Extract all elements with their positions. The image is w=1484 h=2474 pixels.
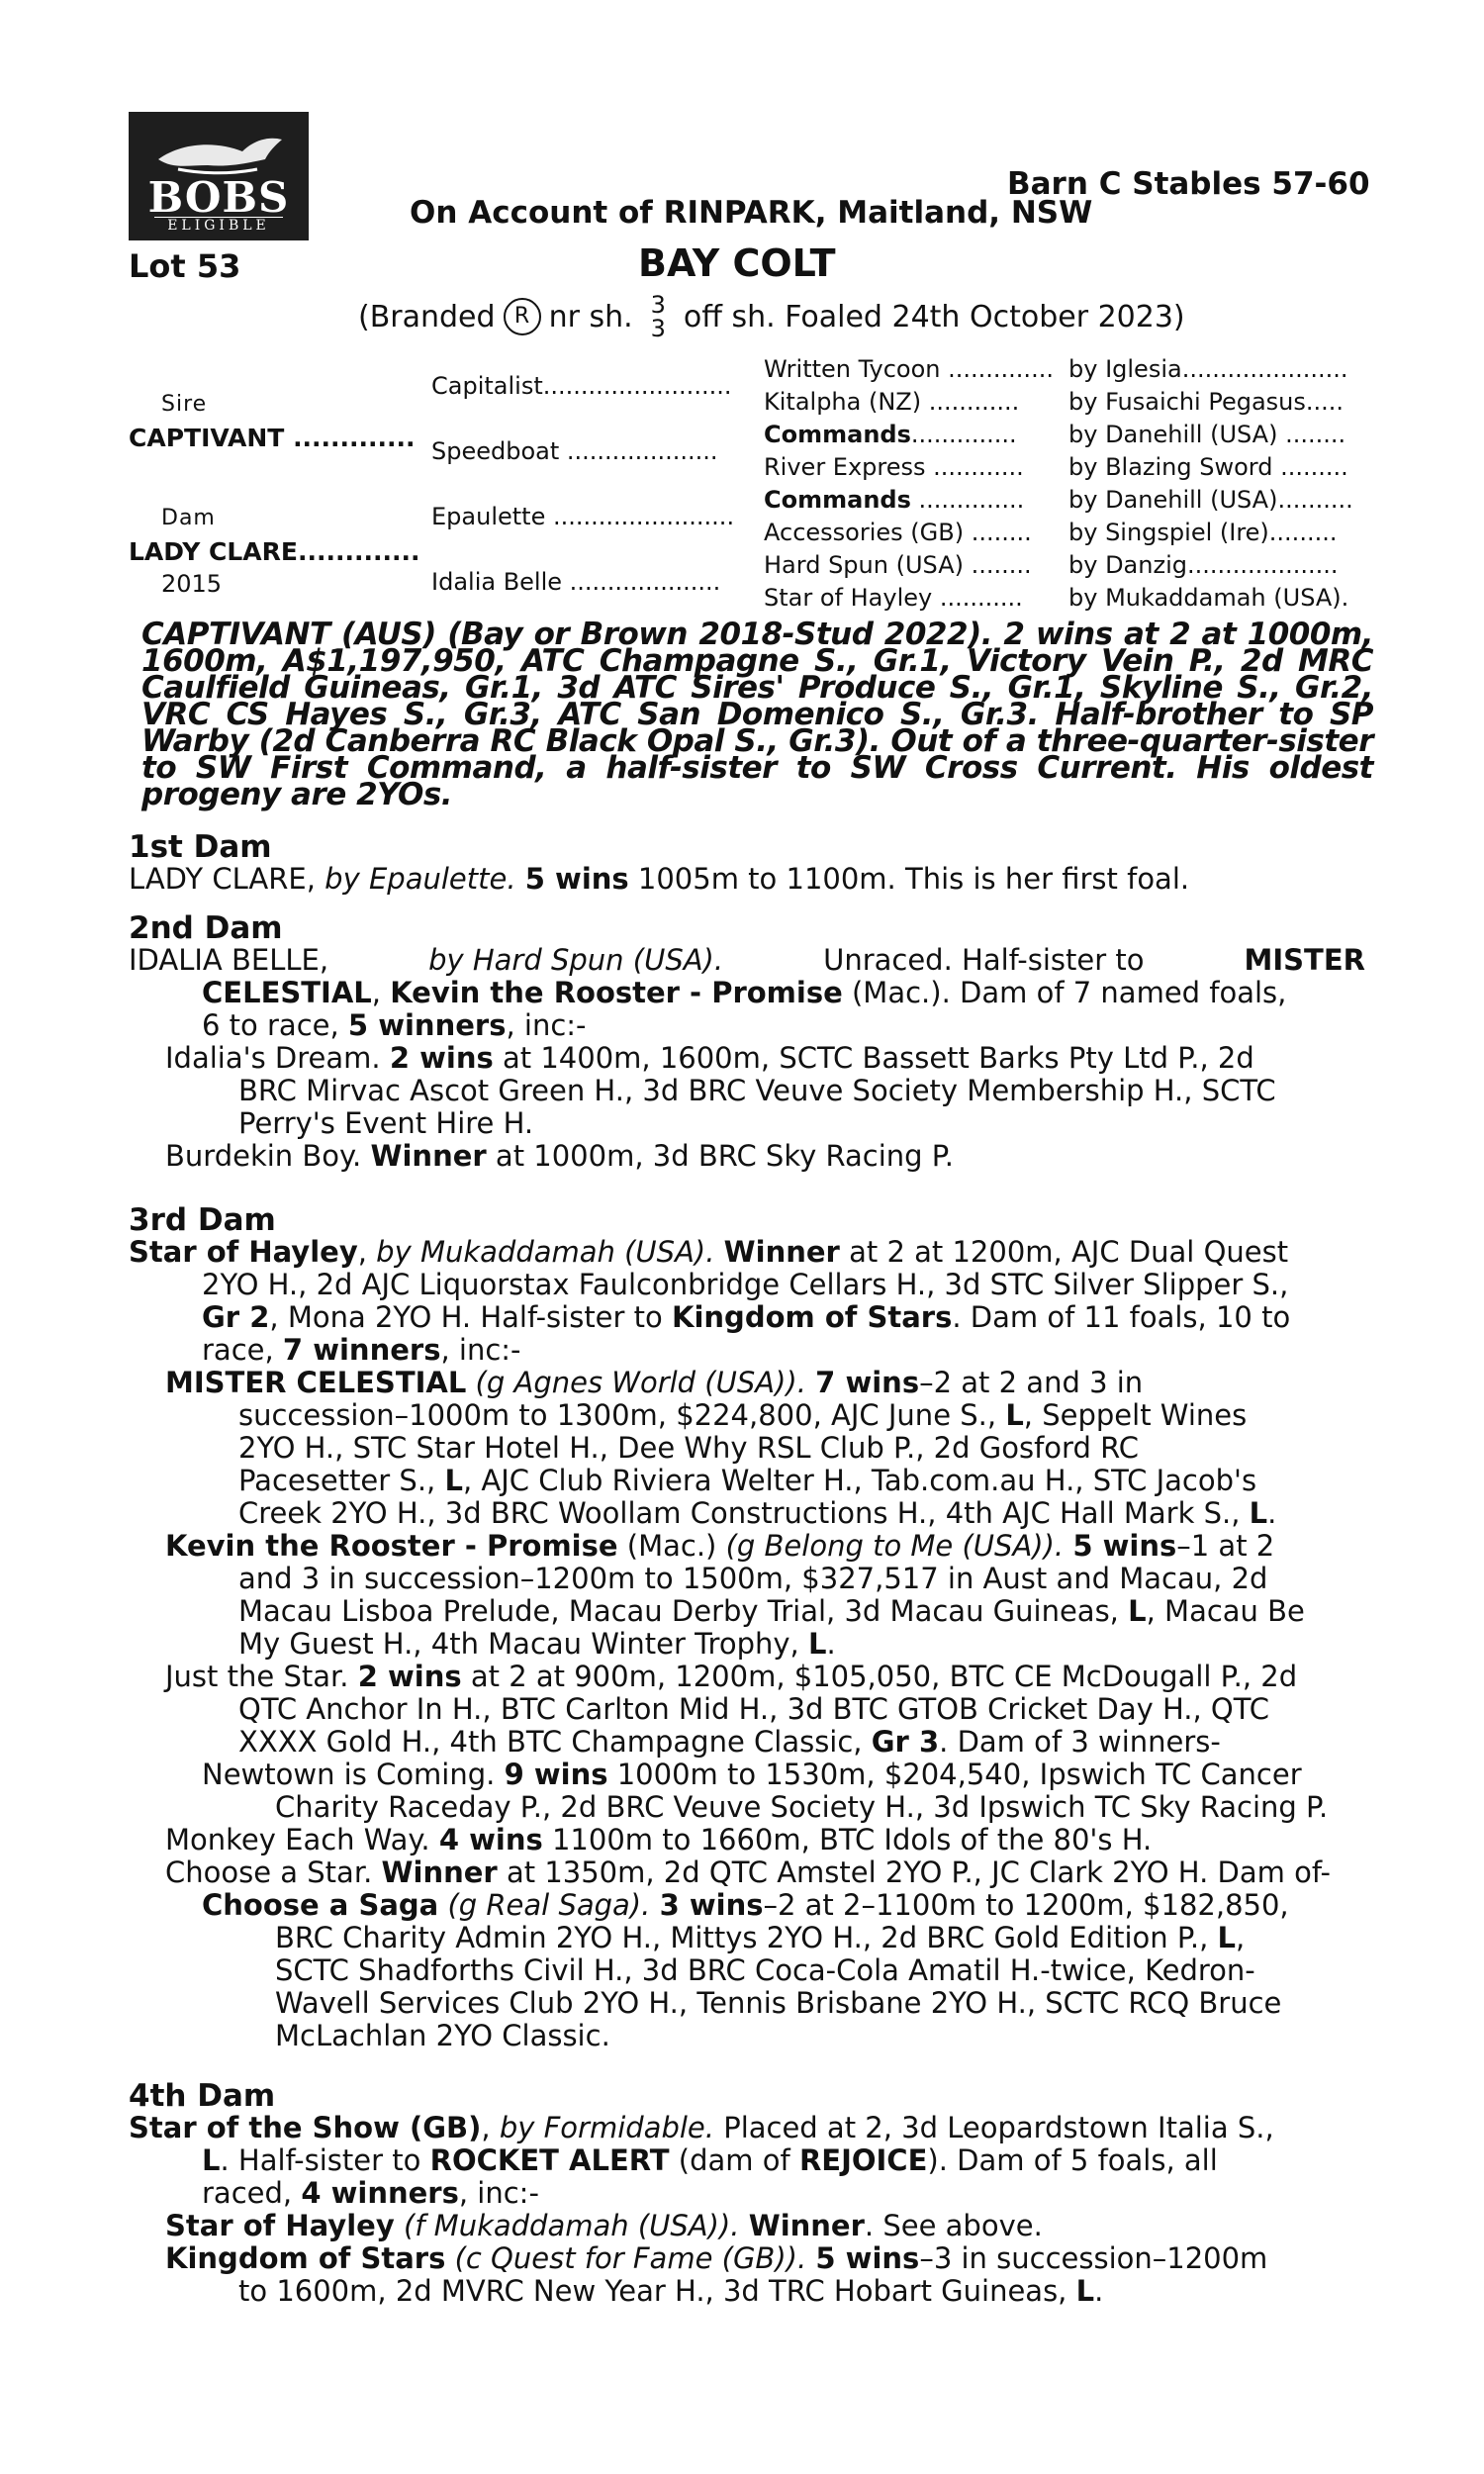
dam3-n1c: 1000m to 1530m, $204,540, Ipswich TC Cancer bbox=[616, 1758, 1302, 1791]
lot-title: BAY COLT bbox=[638, 241, 836, 285]
ped-g4-6-text: by Danzig bbox=[1068, 551, 1187, 579]
dam2-name: IDALIA BELLE, bbox=[129, 943, 329, 977]
dam3-m2: succession–1000m to 1300m, $224,800, AJC June S., bbox=[238, 1398, 997, 1432]
dam3-l1d: Winner bbox=[723, 1235, 840, 1269]
newtown-line2: Charity Raceday P., 2d BRC Veuve Society H., 3d Ipswich TC Sky Racing P. bbox=[275, 1790, 1329, 1824]
mister-celestial-line4 bbox=[129, 1465, 1365, 1497]
ped-g2-1-text: Speedboat bbox=[431, 437, 560, 465]
dam3-cg2c: , bbox=[1236, 1921, 1246, 1954]
dam3-m2b: L bbox=[1005, 1398, 1024, 1432]
dam2-l1c: Unraced. Half-sister to bbox=[823, 943, 1145, 977]
dam3-cs1c: at 1350m, 2d QTC Amstel 2YO P., JC Clark 2YO H. Dam of- bbox=[506, 1856, 1331, 1889]
dam2-p1-line2: BRC Mirvac Ascot Green H., 3d BRC Veuve Society Membership H., SCTC bbox=[238, 1074, 1276, 1107]
ped-g3-0-text: Written Tycoon bbox=[764, 355, 941, 383]
dam4-line2 bbox=[129, 2144, 1365, 2177]
dam1-line bbox=[129, 863, 1365, 896]
kevin-line4 bbox=[129, 1628, 1365, 1661]
lot-number: Lot 53 bbox=[129, 247, 241, 285]
dam2-l2c: Kevin the Rooster - Promise bbox=[390, 976, 843, 1009]
dam2-l3c: , inc:- bbox=[506, 1008, 587, 1042]
dam2-l2b: , bbox=[371, 976, 381, 1009]
ped-g3-6: Hard Spun (USA) ........ bbox=[764, 551, 1032, 579]
dam3-me1c: 1100m to 1660m, BTC Idols of the 80's H. bbox=[551, 1823, 1153, 1856]
dam1-wins: 5 wins bbox=[524, 862, 629, 896]
brand-post: off sh. Foaled 24th October 2023) bbox=[683, 299, 1185, 334]
vendor-account: On Account of RINPARK, Maitland, NSW bbox=[410, 195, 1093, 231]
dam3-k1e: –1 at 2 bbox=[1176, 1529, 1275, 1563]
section-3rd-dam: 3rd Dam bbox=[129, 1202, 276, 1238]
ped-g2-3: Idalia Belle .................... bbox=[431, 568, 721, 596]
ped-g4-0: by Iglesia...................... bbox=[1068, 355, 1348, 383]
dam3-j1b: 2 wins bbox=[357, 1660, 462, 1693]
dam-text: LADY CLARE bbox=[129, 537, 298, 566]
dam3-cg2a: BRC Charity Admin 2YO H., Mittys 2YO H., 2d BRC Gold Edition P., bbox=[275, 1921, 1209, 1954]
dam3-m5: Creek 2YO H., 3d BRC Woollam Constructions H., 4th AJC Hall Mark S., bbox=[238, 1496, 1241, 1530]
dam4-l1d: Placed at 2, 3d Leopardstown Italia S., bbox=[723, 2111, 1274, 2144]
section-1st-dam: 1st Dam bbox=[129, 829, 272, 865]
dam3-k1d: 5 wins bbox=[1072, 1529, 1177, 1563]
dam3-m1a: MISTER CELESTIAL bbox=[165, 1366, 467, 1399]
dam3-cs1b: Winner bbox=[381, 1856, 498, 1889]
dam3-line3 bbox=[129, 1301, 1365, 1334]
logo-text: BOBS bbox=[147, 173, 290, 222]
dam3-j3a: XXXX Gold H., 4th BTC Champagne Classic, bbox=[238, 1725, 863, 1759]
dam4-l2d: (dam of bbox=[678, 2143, 790, 2177]
ped-g4-4: by Danehill (USA).......... bbox=[1068, 486, 1353, 514]
monkey-each-way-line bbox=[129, 1824, 1365, 1856]
dam2-p1-line3: Perry's Event Hire H. bbox=[238, 1106, 534, 1140]
ped-g4-2-text: by Danehill (USA) bbox=[1068, 421, 1278, 448]
ped-g4-1: by Fusaichi Pegasus..... bbox=[1068, 388, 1345, 416]
dam3-j3c: . Dam of 3 winners- bbox=[939, 1725, 1221, 1759]
dam3-j1c: at 2 at 900m, 1200m, $105,050, BTC CE McDougall P., 2d bbox=[470, 1660, 1298, 1693]
dam4-l1b: , bbox=[481, 2111, 491, 2144]
dam3-line2: 2YO H., 2d AJC Liquorstax Faulconbridge Cellars H., 3d STC Silver Slipper S., bbox=[202, 1268, 1289, 1301]
dam2-p1a: Idalia's Dream. bbox=[165, 1041, 381, 1075]
ped-g3-1: Kitalpha (NZ) ............ bbox=[764, 388, 1020, 416]
dam3-cs1a: Choose a Star. bbox=[165, 1856, 373, 1889]
dam3-k1a: Kevin the Rooster - Promise bbox=[165, 1529, 618, 1563]
newtown-line1 bbox=[129, 1759, 1365, 1791]
ped-g4-2: by Danehill (USA) ........ bbox=[1068, 421, 1346, 448]
dam3-k4a: My Guest H., 4th Macau Winter Trophy, bbox=[238, 1627, 799, 1661]
dam3-m4c: , AJC Club Riviera Welter H., Tab.com.au H., STC Jacob's bbox=[462, 1464, 1257, 1497]
star-of-hayley-line bbox=[129, 2210, 1365, 2242]
just-the-star-line1 bbox=[129, 1661, 1365, 1693]
dam3-l1c: by Mukaddamah (USA). bbox=[376, 1235, 715, 1269]
dam3-n1a: Newtown is Coming. bbox=[202, 1758, 496, 1791]
dam4-l2c: ROCKET ALERT bbox=[429, 2143, 670, 2177]
dam4-l2e: REJOICE bbox=[798, 2143, 928, 2177]
choose-a-saga-line5: McLachlan 2YO Classic. bbox=[275, 2019, 610, 2052]
choose-a-saga-line3: SCTC Shadforths Civil H., 3d BRC Coca-Cola Amatil H.-twice, Kedron- bbox=[275, 1953, 1255, 1987]
dam3-n1b: 9 wins bbox=[504, 1758, 608, 1791]
kevin-line3 bbox=[129, 1595, 1365, 1628]
dam3-k4b: L bbox=[807, 1627, 827, 1661]
dam3-me1b: 4 wins bbox=[438, 1823, 543, 1856]
dam3-line1 bbox=[129, 1236, 1365, 1269]
ped-g4-0-text: by Iglesia bbox=[1068, 355, 1182, 383]
barn-stables: Barn C Stables 57-60 bbox=[1007, 166, 1370, 202]
dam2-by: by Hard Spun (USA). bbox=[428, 943, 724, 977]
dam2-l3b: 5 winners bbox=[347, 1008, 507, 1042]
dam3-k3c: , Macau Be bbox=[1146, 1594, 1305, 1628]
dam3-l1e: at 2 at 1200m, AJC Dual Quest bbox=[849, 1235, 1289, 1269]
dam3-text bbox=[129, 1236, 1365, 2052]
dam3-m5b: L bbox=[1249, 1496, 1268, 1530]
dam1-text bbox=[129, 863, 1365, 896]
dam3-j3b: Gr 3 bbox=[871, 1725, 940, 1759]
choose-a-saga-line2 bbox=[129, 1922, 1365, 1954]
ped-g3-4: Commands .............. bbox=[764, 486, 1025, 514]
ped-g2-2-text: Epaulette bbox=[431, 503, 546, 530]
dam2-p2-line1 bbox=[129, 1140, 1365, 1173]
dam4-ks2c: . bbox=[1094, 2274, 1104, 2308]
dam3-m1b: (g Agnes World (USA)). bbox=[475, 1366, 806, 1399]
brand-num-bottom: 3 bbox=[650, 315, 666, 342]
sire-synopsis: CAPTIVANT (AUS) (Bay or Brown 2018-Stud 2022). 2 wins at 2 at 1000m, 1600m, A$1,197,950, ATC Champagne S., Gr.1, Victory Vein P., 2d MRC Caulfield Guineas, Gr.1, 3d ATC Sires' Produce S., Gr.1, Skyline S., Gr.2, VRC CS Hayes S., Gr.3, ATC San Domenico S., Gr.3. Half-brother to SP Warby (2d Canberra RC Black Opal S., Gr.3). Out of a three-quarter-sister to SW First Command, a half-sister to SW Cross Current. His oldest progeny are 2YOs. bbox=[141, 617, 1373, 812]
ped-g3-5: Accessories (GB) ........ bbox=[764, 519, 1032, 546]
dam3-l3d: . Dam of 11 foals, 10 to bbox=[952, 1300, 1291, 1334]
ped-g3-7: Star of Hayley ........... bbox=[764, 584, 1023, 612]
dam2-p1c: at 1400m, 1600m, SCTC Bassett Barks Pty Ltd P., 2d bbox=[502, 1041, 1254, 1075]
dam4-l3a: raced, bbox=[202, 2176, 293, 2210]
ped-g4-4-text: by Danehill (USA) bbox=[1068, 486, 1278, 514]
dam-year: 2015 bbox=[161, 570, 223, 598]
dam4-text bbox=[129, 2112, 1365, 2308]
dam3-m2c: , Seppelt Wines bbox=[1023, 1398, 1248, 1432]
dam4-s1d: . See above. bbox=[864, 2209, 1043, 2242]
dam3-l1b: , bbox=[357, 1235, 367, 1269]
dam2-p1-line1 bbox=[129, 1042, 1365, 1075]
dam3-k3a: Macau Lisboa Prelude, Macau Derby Trial, 3d Macau Guineas, bbox=[238, 1594, 1119, 1628]
dam4-l1a: Star of the Show (GB) bbox=[129, 2111, 482, 2144]
dam3-cg1c: 3 wins bbox=[659, 1888, 764, 1922]
dam2-line2 bbox=[129, 977, 1365, 1009]
sire-name: CAPTIVANT ............. bbox=[129, 424, 416, 452]
ped-g4-1-text: by Fusaichi Pegasus bbox=[1068, 388, 1306, 416]
dam3-cg1b: (g Real Saga). bbox=[447, 1888, 651, 1922]
dam-name: LADY CLARE............. bbox=[129, 537, 420, 566]
mister-celestial-line1 bbox=[129, 1367, 1365, 1399]
dam2-l2a: CELESTIAL bbox=[202, 976, 372, 1009]
dam2-line1 bbox=[129, 944, 1365, 977]
dam3-me1a: Monkey Each Way. bbox=[165, 1823, 430, 1856]
dam3-m5c: . bbox=[1267, 1496, 1277, 1530]
dam3-k1b: (Mac.) bbox=[626, 1529, 717, 1563]
ped-g4-3-text: by Blazing Sword bbox=[1068, 453, 1273, 481]
dam3-l4c: , inc:- bbox=[440, 1333, 521, 1367]
ped-g2-0: Capitalist......................... bbox=[431, 372, 732, 400]
logo-subtext: ELIGIBLE bbox=[154, 217, 283, 234]
dam3-j1a: Just the Star. bbox=[165, 1660, 349, 1693]
mister-celestial-line3: 2YO H., STC Star Hotel H., Dee Why RSL Club P., 2d Gosford RC bbox=[238, 1431, 1140, 1465]
sire-label: Sire bbox=[161, 392, 208, 417]
dam3-k1c: (g Belong to Me (USA)). bbox=[725, 1529, 1065, 1563]
dam1-rest: 1005m to 1100m. This is her first foal. bbox=[637, 862, 1190, 896]
ped-g2-2: Epaulette ........................ bbox=[431, 503, 735, 530]
ped-g2-3-text: Idalia Belle bbox=[431, 568, 563, 596]
dam4-line1 bbox=[129, 2112, 1365, 2144]
brand-pre: (Branded bbox=[358, 299, 496, 334]
ped-g3-3: River Express ............ bbox=[764, 453, 1024, 481]
dam3-cg1a: Choose a Saga bbox=[202, 1888, 439, 1922]
dam2-p2c: at 1000m, 3d BRC Sky Racing P. bbox=[495, 1139, 954, 1173]
section-4th-dam: 4th Dam bbox=[129, 2078, 276, 2114]
ped-g2-1: Speedboat .................... bbox=[431, 437, 718, 465]
dam4-ks2a: to 1600m, 2d MVRC New Year H., 3d TRC Hobart Guineas, bbox=[238, 2274, 1067, 2308]
ped-g3-4-text: Commands bbox=[764, 486, 911, 514]
dam2-text bbox=[129, 944, 1365, 1173]
kevin-line2: and 3 in succession–1200m to 1500m, $327,517 in Aust and Macau, 2d bbox=[238, 1562, 1268, 1595]
dam3-line4 bbox=[129, 1334, 1365, 1367]
ped-g3-3-text: River Express bbox=[764, 453, 926, 481]
dam2-p2a: Burdekin Boy. bbox=[165, 1139, 362, 1173]
choose-a-saga-line4: Wavell Services Club 2YO H., Tennis Brisbane 2YO H., SCTC RCQ Bruce bbox=[275, 1986, 1282, 2020]
dam3-l1a: Star of Hayley bbox=[129, 1235, 358, 1269]
dam2-l3a: 6 to race, bbox=[202, 1008, 339, 1042]
dam4-l1c: by Formidable. bbox=[499, 2111, 714, 2144]
dam3-m1d: –2 at 2 and 3 in bbox=[919, 1366, 1144, 1399]
choose-a-saga-line1 bbox=[129, 1889, 1365, 1922]
dam4-ks1d: –3 in succession–1200m bbox=[919, 2241, 1268, 2275]
dam4-l2f: ). Dam of 5 foals, all bbox=[927, 2143, 1218, 2177]
kingdom-of-stars-line1 bbox=[129, 2242, 1365, 2275]
section-2nd-dam: 2nd Dam bbox=[129, 910, 283, 946]
dam4-ks1b: (c Quest for Fame (GB)). bbox=[454, 2241, 807, 2275]
dam4-s1c: Winner bbox=[748, 2209, 865, 2242]
dam2-p1b: 2 wins bbox=[389, 1041, 494, 1075]
ped-g3-7-text: Star of Hayley bbox=[764, 584, 933, 612]
dam2-line3 bbox=[129, 1009, 1365, 1042]
ped-g3-0: Written Tycoon .............. bbox=[764, 355, 1054, 383]
dam4-ks2b: L bbox=[1075, 2274, 1095, 2308]
dam3-l3c: Kingdom of Stars bbox=[672, 1300, 953, 1334]
dam4-l3c: , inc:- bbox=[458, 2176, 539, 2210]
dam4-ks1c: 5 wins bbox=[815, 2241, 920, 2275]
brand-num-top: 3 bbox=[650, 291, 666, 319]
ped-g4-5-text: by Singspiel (Ire) bbox=[1068, 519, 1269, 546]
dam-label: Dam bbox=[161, 506, 216, 530]
brand-mid: nr sh. bbox=[548, 299, 633, 334]
ped-g2-0-text: Capitalist bbox=[431, 372, 543, 400]
ped-g4-5: by Singspiel (Ire)......... bbox=[1068, 519, 1338, 546]
ped-g3-6-text: Hard Spun (USA) bbox=[764, 551, 964, 579]
dam4-l3b: 4 winners bbox=[301, 2176, 459, 2210]
dam3-l3b: , Mona 2YO H. Half-sister to bbox=[269, 1300, 663, 1334]
dam4-line3 bbox=[129, 2177, 1365, 2210]
choose-a-star-line bbox=[129, 1856, 1365, 1889]
dam3-l4b: 7 winners bbox=[282, 1333, 441, 1367]
dam2-l2d: (Mac.). Dam of 7 named foals, bbox=[851, 976, 1287, 1009]
brand-mark: R bbox=[504, 298, 541, 335]
brand-fraction bbox=[651, 293, 666, 340]
ped-g4-7-text: by Mukaddamah (USA). bbox=[1068, 584, 1349, 612]
mister-celestial-line5 bbox=[129, 1497, 1365, 1530]
ped-g4-7 bbox=[1068, 584, 1348, 612]
ped-g3-1-text: Kitalpha (NZ) bbox=[764, 388, 922, 416]
dam1-name: LADY CLARE, bbox=[129, 862, 316, 896]
dam4-s1b: (f Mukaddamah (USA)). bbox=[403, 2209, 740, 2242]
ped-g3-2: Commands.............. bbox=[764, 421, 1017, 448]
dam4-l2b: . Half-sister to bbox=[220, 2143, 421, 2177]
sire-text: CAPTIVANT bbox=[129, 424, 285, 452]
dam1-by: by Epaulette. bbox=[325, 862, 516, 896]
dam3-k4c: . bbox=[826, 1627, 836, 1661]
ped-g3-2-text: Commands bbox=[764, 421, 911, 448]
dam4-l2a: L bbox=[202, 2143, 221, 2177]
bobs-eligible-logo bbox=[129, 112, 309, 240]
dam4-ks1a: Kingdom of Stars bbox=[165, 2241, 446, 2275]
ped-g4-6: by Danzig.................... bbox=[1068, 551, 1339, 579]
dam2-p2b: Winner bbox=[370, 1139, 487, 1173]
dam2-l1d: MISTER bbox=[1244, 943, 1365, 977]
dam3-m1c: 7 wins bbox=[815, 1366, 920, 1399]
just-the-star-line3 bbox=[129, 1726, 1365, 1759]
dam3-m4a: Pacesetter S., bbox=[238, 1464, 436, 1497]
dam3-cg2b: L bbox=[1217, 1921, 1237, 1954]
dam3-m4b: L bbox=[444, 1464, 463, 1497]
kingdom-of-stars-line2 bbox=[129, 2275, 1365, 2308]
just-the-star-line2: QTC Anchor In H., BTC Carlton Mid H., 3d BTC GTOB Cricket Day H., QTC bbox=[238, 1692, 1270, 1726]
ped-g3-5-text: Accessories (GB) bbox=[764, 519, 965, 546]
kevin-line1 bbox=[129, 1530, 1365, 1563]
mister-celestial-line2 bbox=[129, 1399, 1365, 1432]
dam3-l4a: race, bbox=[202, 1333, 274, 1367]
brand-line bbox=[358, 287, 1185, 346]
ped-g4-3: by Blazing Sword ......... bbox=[1068, 453, 1348, 481]
dam3-k3b: L bbox=[1128, 1594, 1147, 1628]
dam3-cg1d: –2 at 2–1100m to 1200m, $182,850, bbox=[763, 1888, 1289, 1922]
dam3-l3a: Gr 2 bbox=[202, 1300, 270, 1334]
dam4-s1a: Star of Hayley bbox=[165, 2209, 395, 2242]
